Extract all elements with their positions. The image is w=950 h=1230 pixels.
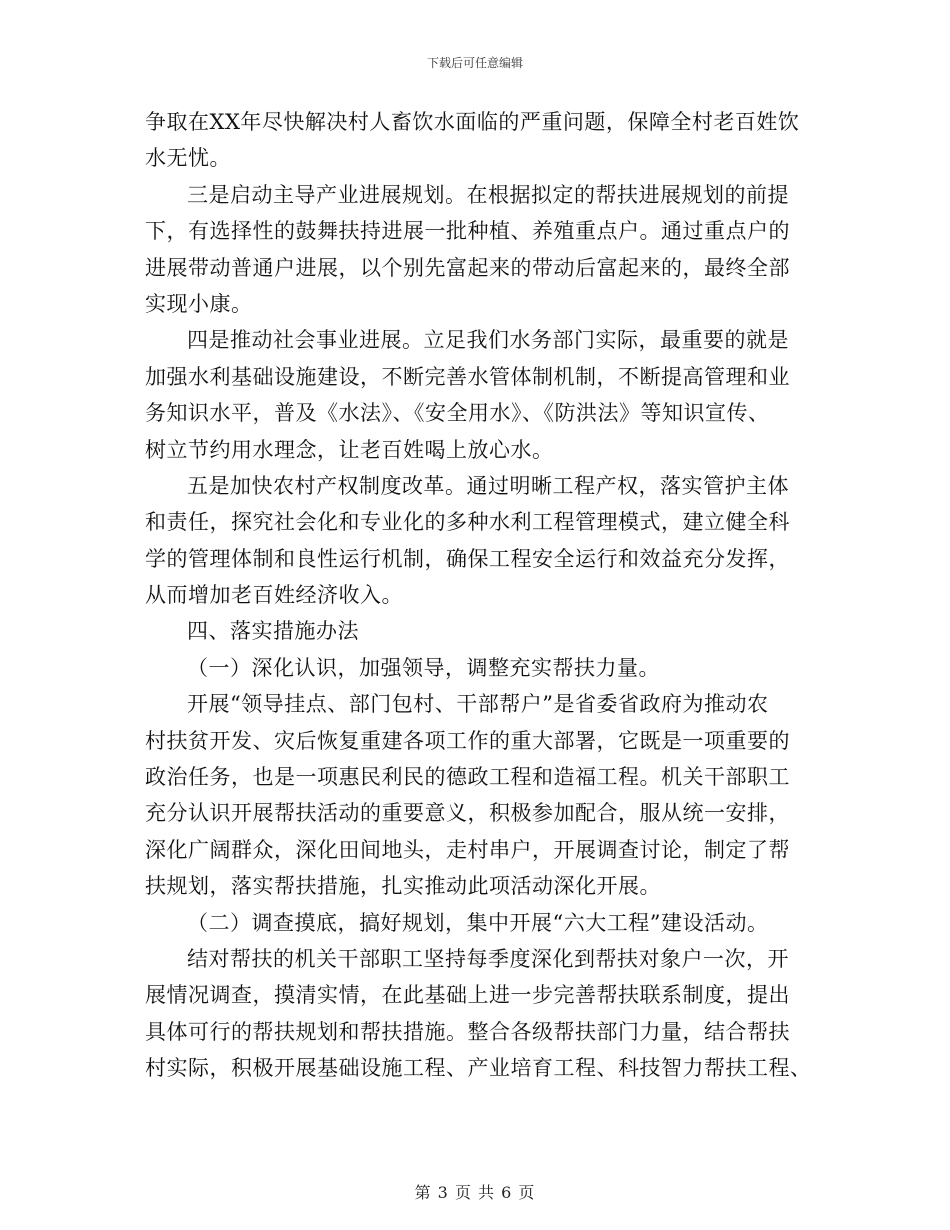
text-line: 政治任务，也是一项惠民利民的德政工程和造福工程。机关干部职工	[145, 765, 790, 790]
text-line: 四是推动社会事业进展。立足我们水务部门实际，最重要的就是	[187, 328, 789, 353]
text-line: 学的管理体制和良性运行机制，确保工程安全运行和效益充分发挥，	[145, 546, 790, 571]
text-line: 实现小康。	[145, 291, 253, 316]
text-line: 争取在XX年尽快解决村人畜饮水面临的严重问题，保障全村老百姓饮	[145, 110, 800, 134]
text-line: 三是启动主导产业进展规划。在根据拟定的帮扶进展规划的前提	[187, 182, 789, 207]
document-body	[145, 104, 810, 1087]
text-line: （二）调查摸底，搞好规划，集中开展“六大工程”建设活动。	[187, 910, 769, 935]
text-line: 深化广阔群众，深化田间地头，走村串户，开展调查讨论，制定了帮	[145, 837, 790, 862]
text-line: 进展带动普通户进展，以个别先富起来的带动后富起来的，最终全部	[145, 255, 790, 280]
text-line: 树立节约用水理念，让老百姓喝上放心水。	[145, 437, 554, 462]
text-line: （一）深化认识，加强领导，调整充实帮扶力量。	[187, 655, 660, 680]
text-line: 开展“领导挂点、部门包村、干部帮户”是省委省政府为推动农	[187, 692, 769, 717]
text-line: 充分认识开展帮扶活动的重要意义，积极参加配合，服从统一安排，	[145, 801, 790, 826]
text-line: 下，有选择性的鼓舞扶持进展一批种植、养殖重点户。通过重点户的	[145, 219, 790, 244]
text-line: 村实际，积极开展基础设施工程、产业培育工程、科技智力帮扶工程、	[145, 1056, 812, 1081]
text-line: 具体可行的帮扶规划和帮扶措施。整合各级帮扶部门力量，结合帮扶	[145, 1019, 790, 1044]
text-line: 结对帮扶的机关干部职工坚持每季度深化到帮扶对象户一次，开	[187, 946, 789, 971]
text-line: 扶规划，落实帮扶措施，扎实推动此项活动深化开展。	[145, 874, 661, 899]
page-header: 下载后可任意编辑	[426, 56, 523, 70]
text-line: 务知识水平，普及《水法》、《安全用水》、《防洪法》等知识宣传、	[145, 401, 770, 426]
text-line: 水无忧。	[145, 146, 231, 171]
text-line: 村扶贫开发、灾后恢复重建各项工作的重大部署，它既是一项重要的	[145, 728, 790, 753]
text-line: 加强水利基础设施建设，不断完善水管体制机制，不断提高管理和业	[145, 364, 790, 389]
text-line: 从而增加老百姓经济收入。	[145, 583, 403, 608]
text-line: 展情况调查，摸清实情，在此基础上进一步完善帮扶联系制度，提出	[145, 983, 790, 1008]
text-line: 五是加快农村产权制度改革。通过明晰工程产权，落实管护主体	[187, 473, 789, 498]
text-line: 四、落实措施办法	[187, 619, 359, 644]
text-line: 和责任，探究社会化和专业化的多种水利工程管理模式，建立健全科	[145, 510, 790, 535]
page-footer: 第 3 页 共 6 页	[414, 1183, 536, 1202]
